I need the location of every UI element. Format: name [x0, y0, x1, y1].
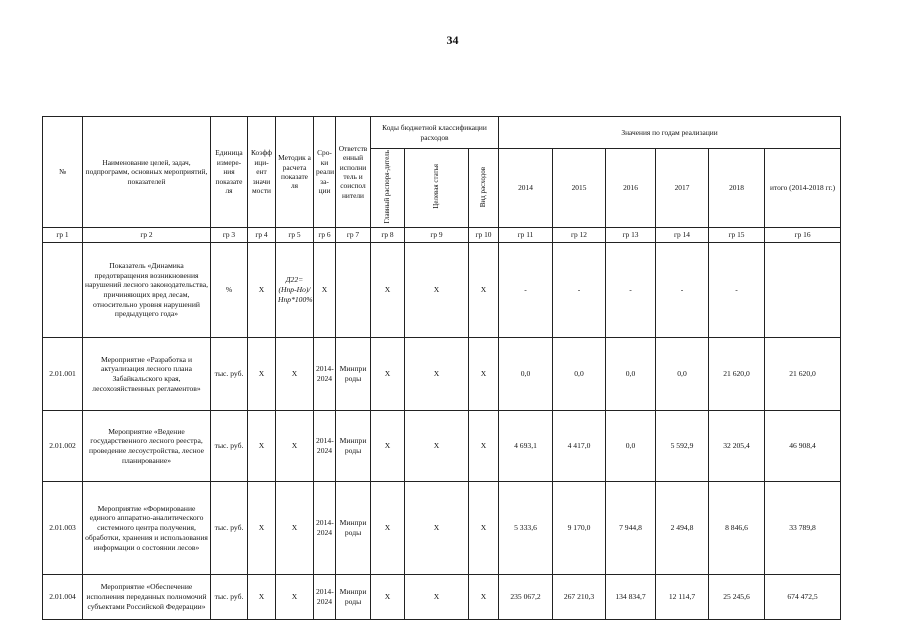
cell-responsible: [336, 243, 371, 338]
column-number: гр 11: [499, 228, 553, 243]
column-number: гр 16: [765, 228, 841, 243]
cell-coefficient: X: [248, 243, 276, 338]
cell-2017: 2 494,8: [656, 482, 709, 575]
cell-responsible: Минпри роды: [336, 338, 371, 411]
cell-name: Мероприятие «Ведение государственного лесного реестра, проведение лесоустройства, лесное планирование»: [83, 411, 211, 482]
cell-2016: -: [606, 243, 656, 338]
cell-coefficient: X: [248, 482, 276, 575]
cell-2015: 267 210,3: [553, 575, 606, 620]
header-target-article: [405, 149, 469, 228]
cell-2014: -: [499, 243, 553, 338]
header-row: [43, 117, 841, 149]
cell-2016: 134 834,7: [606, 575, 656, 620]
column-number: гр 1: [43, 228, 83, 243]
cell-target-article: X: [405, 575, 469, 620]
cell-main-manager: X: [371, 411, 405, 482]
cell-2015: 9 170,0: [553, 482, 606, 575]
cell-no: [43, 243, 83, 338]
cell-term: 2014-2024: [314, 575, 336, 620]
cell-unit: тыс. руб.: [211, 411, 248, 482]
cell-unit: тыс. руб.: [211, 482, 248, 575]
cell-2016: 7 944,8: [606, 482, 656, 575]
cell-unit: тыс. руб.: [211, 338, 248, 411]
header-unit: Единица измере-ния показате ля: [211, 117, 248, 228]
cell-total: 33 789,8: [765, 482, 841, 575]
column-number: гр 4: [248, 228, 276, 243]
header-year-2014: 2014: [499, 149, 553, 228]
column-number: гр 5: [276, 228, 314, 243]
header-coefficient: Коэфф ици-ент значи мости: [248, 117, 276, 228]
cell-expense-type: X: [469, 482, 499, 575]
indicator-row: [43, 243, 841, 338]
cell-2018: 8 846,6: [709, 482, 765, 575]
header-method: Методик а расчета показате ля: [276, 117, 314, 228]
table-row: [43, 411, 841, 482]
cell-2017: -: [656, 243, 709, 338]
header-values-by-year: Значения по годам реализации: [499, 117, 841, 149]
cell-main-manager: X: [371, 575, 405, 620]
cell-name: Показатель «Динамика предотвращения возникновения нарушений лесного законодательства, причиняющих вред лесам, относительно уровня нарушений предыдущего года»: [83, 243, 211, 338]
column-number: гр 15: [709, 228, 765, 243]
header-name: Наименование целей, задач, подпрограмм, основных мероприятий, показателей: [83, 117, 211, 228]
cell-no: 2.01.001: [43, 338, 83, 411]
cell-name: Мероприятие «Формирование единого аппаратно-аналитического системного центра получения, обработки, хранения и использования информации о состоянии лесов»: [83, 482, 211, 575]
cell-responsible: Минпри роды: [336, 482, 371, 575]
cell-expense-type: X: [469, 575, 499, 620]
column-number: гр 6: [314, 228, 336, 243]
cell-target-article: X: [405, 338, 469, 411]
cell-2015: 0,0: [553, 338, 606, 411]
cell-method: X: [276, 411, 314, 482]
cell-2014: 235 067,2: [499, 575, 553, 620]
column-number: гр 13: [606, 228, 656, 243]
cell-total: 674 472,5: [765, 575, 841, 620]
cell-target-article: X: [405, 482, 469, 575]
cell-name: Мероприятие «Разработка и актуализация лесного плана Забайкальского края, лесохозяйственных регламентов»: [83, 338, 211, 411]
cell-total: 21 620,0: [765, 338, 841, 411]
column-number: гр 7: [336, 228, 371, 243]
column-number: гр 10: [469, 228, 499, 243]
cell-main-manager: X: [371, 338, 405, 411]
header-year-2017: 2017: [656, 149, 709, 228]
header-year-2018: 2018: [709, 149, 765, 228]
cell-responsible: Минпри роды: [336, 575, 371, 620]
cell-term: 2014-2024: [314, 482, 336, 575]
cell-unit: %: [211, 243, 248, 338]
cell-term: X: [314, 243, 336, 338]
header-target-article-label: Целевая статья: [431, 164, 440, 210]
cell-2015: -: [553, 243, 606, 338]
cell-expense-type: X: [469, 338, 499, 411]
cell-method: X: [276, 575, 314, 620]
cell-method: Д22=(Нпр-Но)/Нпр*100%: [276, 243, 314, 338]
cell-coefficient: X: [248, 575, 276, 620]
cell-main-manager: X: [371, 243, 405, 338]
cell-2016: 0,0: [606, 411, 656, 482]
cell-2015: 4 417,0: [553, 411, 606, 482]
header-responsible: Ответств енный исполни тель и соиспол нители: [336, 117, 371, 228]
cell-target-article: X: [405, 243, 469, 338]
table-row: [43, 482, 841, 575]
cell-coefficient: X: [248, 411, 276, 482]
cell-2017: 12 114,7: [656, 575, 709, 620]
cell-unit: тыс. руб.: [211, 575, 248, 620]
cell-coefficient: X: [248, 338, 276, 411]
cell-main-manager: X: [371, 482, 405, 575]
header-main-manager: [371, 149, 405, 228]
header-year-total: итого (2014-2018 гг.): [765, 149, 841, 228]
cell-term: 2014-2024: [314, 338, 336, 411]
budget-table: [42, 116, 841, 620]
cell-2017: 5 592,9: [656, 411, 709, 482]
cell-name: Мероприятие «Обеспечение исполнения переданных полномочий субъектами Российской Федерации»: [83, 575, 211, 620]
header-no: №: [43, 117, 83, 228]
cell-2014: 5 333,6: [499, 482, 553, 575]
cell-2018: 21 620,0: [709, 338, 765, 411]
cell-expense-type: X: [469, 243, 499, 338]
header-budget-codes: Коды бюджетной классификации расходов: [371, 117, 499, 149]
cell-method: X: [276, 338, 314, 411]
cell-2018: 25 245,6: [709, 575, 765, 620]
header-term: Сро-ки реали за-ции: [314, 117, 336, 228]
cell-expense-type: X: [469, 411, 499, 482]
cell-no: 2.01.004: [43, 575, 83, 620]
table-body: [43, 243, 841, 620]
column-number: гр 8: [371, 228, 405, 243]
column-number: гр 14: [656, 228, 709, 243]
header-expense-type-label: Вид расходов: [478, 166, 487, 207]
column-number: гр 3: [211, 228, 248, 243]
column-number: гр 2: [83, 228, 211, 243]
cell-no: 2.01.002: [43, 411, 83, 482]
cell-2014: 4 693,1: [499, 411, 553, 482]
header-year-2015: 2015: [553, 149, 606, 228]
cell-2017: 0,0: [656, 338, 709, 411]
cell-2018: -: [709, 243, 765, 338]
header-year-2016: 2016: [606, 149, 656, 228]
page-number: 34: [446, 33, 459, 47]
cell-total: 46 908,4: [765, 411, 841, 482]
cell-term: 2014-2024: [314, 411, 336, 482]
cell-responsible: Минпри роды: [336, 411, 371, 482]
cell-target-article: X: [405, 411, 469, 482]
column-number: гр 12: [553, 228, 606, 243]
cell-2016: 0,0: [606, 338, 656, 411]
table-row: [43, 575, 841, 620]
cell-2014: 0,0: [499, 338, 553, 411]
cell-method: X: [276, 482, 314, 575]
column-number-row: [43, 228, 841, 243]
cell-no: 2.01.003: [43, 482, 83, 575]
header-expense-type: [469, 149, 499, 228]
cell-total: [765, 243, 841, 338]
header-main-manager-label: Главный распоря-дитель: [382, 150, 391, 224]
table-row: [43, 338, 841, 411]
column-number: гр 9: [405, 228, 469, 243]
cell-2018: 32 205,4: [709, 411, 765, 482]
